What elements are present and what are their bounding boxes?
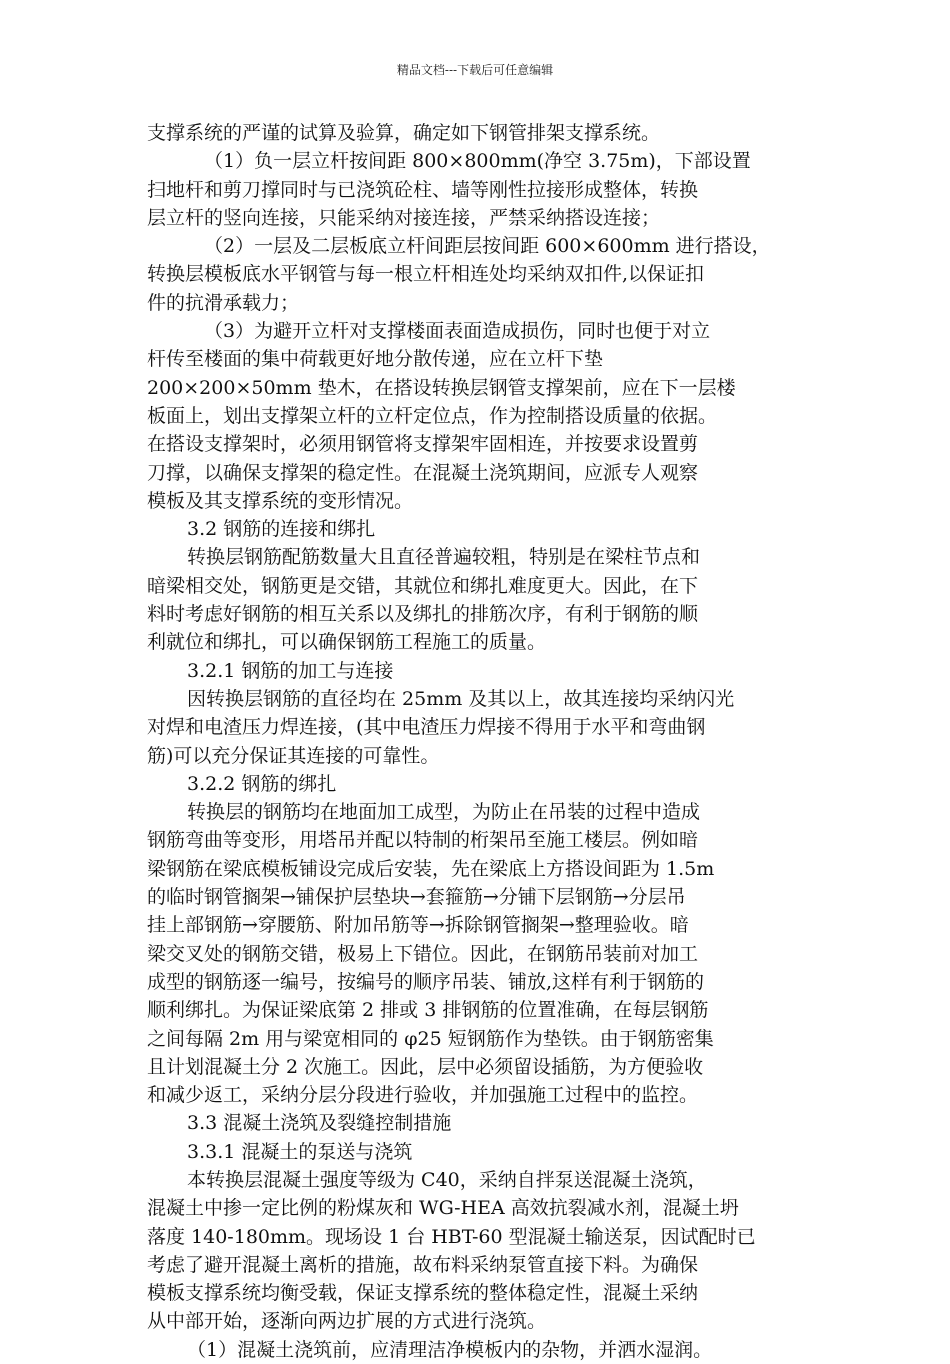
text-line: 钢筋弯曲等变形，用塔吊并配以特制的桁架吊至施工楼层。例如暗 bbox=[147, 829, 699, 852]
text-line: 对焊和电渣压力焊连接，(其中电渣压力焊接不得用于水平和弯曲钢 bbox=[147, 716, 706, 739]
text-line: 利就位和绑扎，可以确保钢筋工程施工的质量。 bbox=[147, 631, 547, 654]
text-line: 混凝土中掺一定比例的粉煤灰和 WG-HEA 高效抗裂减水剂，混凝土坍 bbox=[147, 1197, 739, 1220]
text-line: 梁钢筋在梁底模板铺设完成后安装，先在梁底上方搭设间距为 1.5m bbox=[147, 857, 715, 880]
text-line: 考虑了避开混凝土离析的措施，故布料采纳泵管直接下料。为确保 bbox=[147, 1253, 699, 1276]
text-line: 3.2 钢筋的连接和绑扎 bbox=[187, 518, 376, 541]
text-line: 成型的钢筋逐一编号，按编号的顺序吊装、铺放,这样有利于钢筋的 bbox=[147, 970, 705, 993]
text-line: 件的抗滑承载力； bbox=[147, 291, 300, 314]
text-line: （3）为避开立杆对支撑楼面表面造成损伤，同时也便于对立 bbox=[204, 320, 711, 343]
text-line: 之间每隔 2m 用与梁宽相同的 φ25 短钢筋作为垫铁。由于钢筋密集 bbox=[147, 1027, 714, 1050]
text-line: 因转换层钢筋的直径均在 25mm 及其以上，故其连接均采纳闪光 bbox=[187, 687, 735, 710]
text-line: 板面上，划出支撑架立杆的立杆定位点，作为控制搭设质量的依据。 bbox=[147, 404, 718, 427]
text-line: 3.2.2 钢筋的绑扎 bbox=[187, 772, 337, 795]
text-line: 刀撑，以确保支撑架的稳定性。在混凝土浇筑期间，应派专人观察 bbox=[147, 461, 699, 484]
page-header: 精品文档---下载后可任意编辑 bbox=[396, 63, 554, 77]
document-body bbox=[147, 119, 817, 1364]
text-line: 转换层模板底水平钢管与每一根立杆相连处均采纳双扣件,以保证扣 bbox=[147, 263, 705, 286]
text-line: 200×200×50mm 垫木，在搭设转换层钢管支撑架前，应在下一层楼 bbox=[147, 376, 736, 399]
text-line: 层立杆的竖向连接，只能采纳对接连接，严禁采纳搭设连接； bbox=[147, 206, 661, 229]
text-line: 3.2.1 钢筋的加工与连接 bbox=[187, 659, 394, 682]
text-line: 料时考虑好钢筋的相互关系以及绑扎的排筋次序，有利于钢筋的顺 bbox=[147, 603, 699, 626]
text-line: 本转换层混凝土强度等级为 C40，采纳自拌泵送混凝土浇筑， bbox=[187, 1168, 707, 1191]
text-line: 扫地杆和剪刀撑同时与已浇筑砼柱、墙等刚性拉接形成整体，转换 bbox=[147, 178, 699, 201]
text-line: 顺利绑扎。为保证梁底第 2 排或 3 排钢筋的位置准确，在每层钢筋 bbox=[147, 999, 709, 1022]
text-line: 和减少返工，采纳分层分段进行验收，并加强施工过程中的监控。 bbox=[147, 1084, 699, 1107]
text-line: 3.3.1 混凝土的泵送与浇筑 bbox=[187, 1140, 413, 1163]
text-line: 模板及其支撑系统的变形情况。 bbox=[147, 489, 414, 512]
text-line: 模板支撑系统均衡受载，保证支撑系统的整体稳定性，混凝土采纳 bbox=[147, 1282, 699, 1305]
text-line: 且计划混凝土分 2 次施工。因此，层中必须留设插筋，为方便验收 bbox=[147, 1055, 704, 1078]
text-line: 的临时钢管搁架→铺保护层垫块→套箍筋→分铺下层钢筋→分层吊 bbox=[147, 886, 686, 909]
text-line: 梁交叉处的钢筋交错，极易上下错位。因此，在钢筋吊装前对加工 bbox=[147, 942, 699, 965]
text-line: 筋)可以充分保证其连接的可靠性。 bbox=[147, 744, 440, 767]
text-line: 在搭设支撑架时，必须用钢管将支撑架牢固相连，并按要求设置剪 bbox=[147, 433, 699, 456]
text-line: 挂上部钢筋→穿腰筋、附加吊筋等→拆除钢管搁架→整理验收。暗 bbox=[147, 914, 689, 937]
text-line: 支撑系统的严谨的试算及验算，确定如下钢管排架支撑系统。 bbox=[147, 122, 661, 144]
text-line: 从中部开始，逐渐向两边扩展的方式进行浇筑。 bbox=[147, 1310, 547, 1333]
text-line: 暗梁相交处，钢筋更是交错，其就位和绑扎难度更大。因此，在下 bbox=[147, 574, 699, 597]
text-line: 转换层钢筋配筋数量大且直径普遍较粗，特别是在梁柱节点和 bbox=[187, 546, 701, 569]
text-line: （2）一层及二层板底立杆间距层按间距 600×600mm 进行搭设， bbox=[204, 235, 771, 258]
text-line: 3.3 混凝土浇筑及裂缝控制措施 bbox=[187, 1112, 452, 1135]
text-line: 落度 140-180mm。现场设 1 台 HBT-60 型混凝土输送泵，因试配时已 bbox=[147, 1225, 756, 1248]
text-line: （1）负一层立杆按间距 800×800mm(净空 3.75m)，下部设置 bbox=[204, 150, 751, 173]
text-line: 转换层的钢筋均在地面加工成型，为防止在吊装的过程中造成 bbox=[187, 801, 701, 824]
text-line: （1）混凝土浇筑前，应清理洁净模板内的杂物，并洒水湿润。 bbox=[187, 1338, 713, 1361]
text-line: 杆传至楼面的集中荷载更好地分散传递，应在立杆下垫 bbox=[147, 348, 604, 371]
